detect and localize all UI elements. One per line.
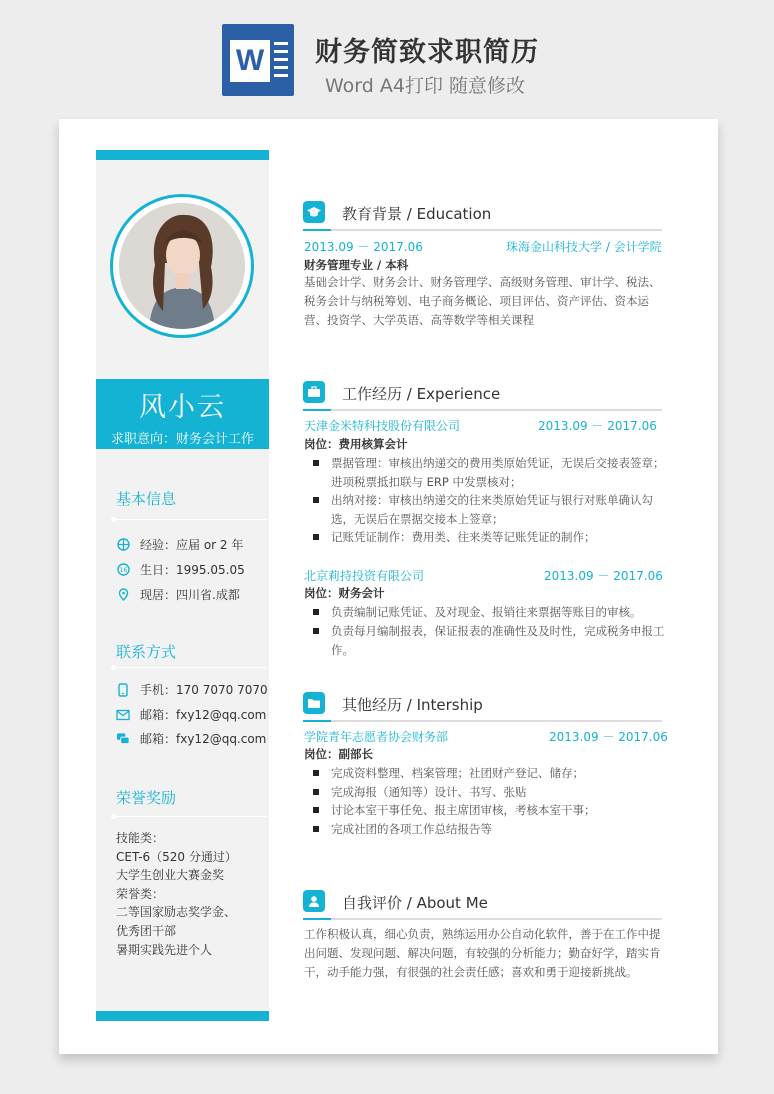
- about-title: 自我评价 / About Me: [342, 894, 488, 912]
- education-divider: [303, 229, 662, 231]
- basic-info-divider: [113, 519, 267, 520]
- phone-text: 手机：170 7070 7070: [140, 683, 268, 697]
- avatar-ring: [110, 194, 254, 338]
- education-title: 教育背景 / Education: [342, 205, 492, 223]
- about-divider: [303, 918, 662, 920]
- birthday-text: 生日：1995.05.05: [140, 563, 245, 577]
- honor-line: 大学生创业大赛金奖: [116, 868, 225, 883]
- about-text: 工作积极认真，细心负责，熟练运用办公自动化软件，善于在工作中提出问题、发现问题、解决问题，有较强的分析能力；勤奋好学，踏实肯干，动手能力强，有很强的社会责任感；喜欢和勇于迎接新挑战。: [304, 927, 661, 979]
- internship-bullet: 完成社团的各项工作总结报告等: [313, 820, 668, 839]
- honors-heading: 荣誉奖励: [116, 789, 177, 807]
- mail-icon: [116, 708, 130, 722]
- basic-info-heading: 基本信息: [116, 490, 177, 508]
- email-item-2: [116, 730, 266, 747]
- internship-bullet: 讨论本室干事任免、报主席团审核，考核本室干事；: [313, 801, 668, 820]
- internship-divider: [303, 720, 662, 722]
- avatar-portrait-icon: [119, 203, 245, 329]
- target-icon: [116, 538, 130, 552]
- phone-icon: [116, 683, 130, 697]
- banner-title: 财务简致求职简历: [315, 37, 539, 68]
- residence-item: [116, 586, 240, 603]
- name-band: [96, 379, 269, 449]
- job1-bullet: 记账凭证制作：费用类、往来类等记账凭证的制作；: [313, 528, 668, 547]
- email-text-1: 邮箱：fxy12@qq.com: [140, 708, 267, 722]
- honor-line: 暑期实践先进个人: [116, 942, 213, 957]
- phone-item: [116, 681, 268, 698]
- contact-divider: [113, 667, 267, 668]
- folder-icon: [303, 692, 325, 714]
- honors-list: [116, 829, 237, 959]
- word-letter: W: [230, 40, 270, 82]
- experience-text: 经验：应届 or 2 年: [140, 538, 244, 552]
- svg-text:16: 16: [119, 567, 127, 574]
- internship-position: 岗位：副部长: [304, 747, 373, 761]
- word-logo: [222, 24, 294, 96]
- experience-title: 工作经历 / Experience: [342, 385, 501, 403]
- job1-bullet: 出纳对接：审核出纳递交的往来类原始凭证与银行对账单确认勾选，无误后在票据交接本上签章；: [313, 491, 668, 528]
- honors-divider: [113, 816, 267, 817]
- contact-heading: 联系方式: [116, 643, 177, 661]
- job2-bullet: 负责编制记账凭证、及对现金、报销往来票据等账目的审核。: [313, 603, 668, 622]
- email-item-1: [116, 706, 266, 723]
- briefcase-icon: [303, 381, 325, 403]
- job1-position: 岗位：费用核算会计: [304, 437, 408, 451]
- experience-item: [116, 536, 243, 553]
- graduation-cap-icon: [303, 201, 325, 223]
- birthday-icon: [116, 563, 130, 577]
- banner-subtitle: Word A4打印 随意修改: [325, 75, 526, 97]
- sidebar-bottom-bar: [96, 1011, 269, 1021]
- internship-period: 2013.09 － 2017.06: [549, 730, 668, 744]
- job1-company: 天津金米特科技股份有限公司: [304, 419, 461, 433]
- person-icon: [303, 890, 325, 912]
- job2-bullet: 负责每月编制报表，保证报表的准确性及及时性，完成税务申报工作。: [313, 622, 668, 659]
- education-courses: 基础会计学、财务会计、财务管理学、高级财务管理、审计学、税法、税务会计与纳税筹划、电子商务概论、项目评估、资产评估、资本运营、投资学、大学英语、高等数学等相关课程: [304, 275, 661, 327]
- honor-line: 二等国家励志奖学金、: [116, 905, 237, 920]
- experience-divider: [303, 409, 662, 411]
- job1-bullet: 票据管理：审核出纳递交的费用类原始凭证，无误后交接表签章；进项税票抵扣联与 ERP 中发票核对；: [313, 454, 668, 491]
- word-logo-lines: [274, 42, 288, 82]
- education-major: 财务管理专业 / 本科: [304, 258, 409, 272]
- residence-text: 现居：四川省.成都: [140, 588, 240, 602]
- honor-line: CET-6（520 分通过）: [116, 849, 237, 864]
- job2-period: 2013.09 － 2017.06: [544, 569, 663, 583]
- avatar: [119, 203, 245, 329]
- email-text-2: 邮箱：fxy12@qq.com: [140, 732, 267, 746]
- education-school: 珠海金山科技大学 / 会计学院: [506, 240, 662, 254]
- candidate-name: 风小云: [139, 392, 226, 423]
- honor-line: 优秀团干部: [116, 923, 177, 938]
- honor-line: 技能类：: [116, 831, 165, 845]
- job2-position: 岗位：财务会计: [304, 586, 385, 600]
- location-pin-icon: [116, 588, 130, 602]
- birthday-item: [116, 561, 245, 578]
- chat-icon: [116, 732, 130, 746]
- internship-org: 学院青年志愿者协会财务部: [304, 730, 449, 744]
- internship-bullet: 完成资料整理、档案管理；社团财产登记、储存；: [313, 764, 668, 783]
- internship-title: 其他经历 / Intership: [342, 696, 483, 714]
- job1-period: 2013.09 － 2017.06: [538, 419, 657, 433]
- internship-bullet: 完成海报（通知等）设计、书写、张贴: [313, 783, 668, 802]
- sidebar-top-bar: [96, 150, 269, 160]
- honor-line: 荣誉类：: [116, 886, 165, 901]
- education-period: 2013.09 － 2017.06: [304, 240, 423, 254]
- job-intent: 求职意向：财务会计工作: [110, 432, 254, 447]
- job2-company: 北京莉持投资有限公司: [304, 569, 425, 583]
